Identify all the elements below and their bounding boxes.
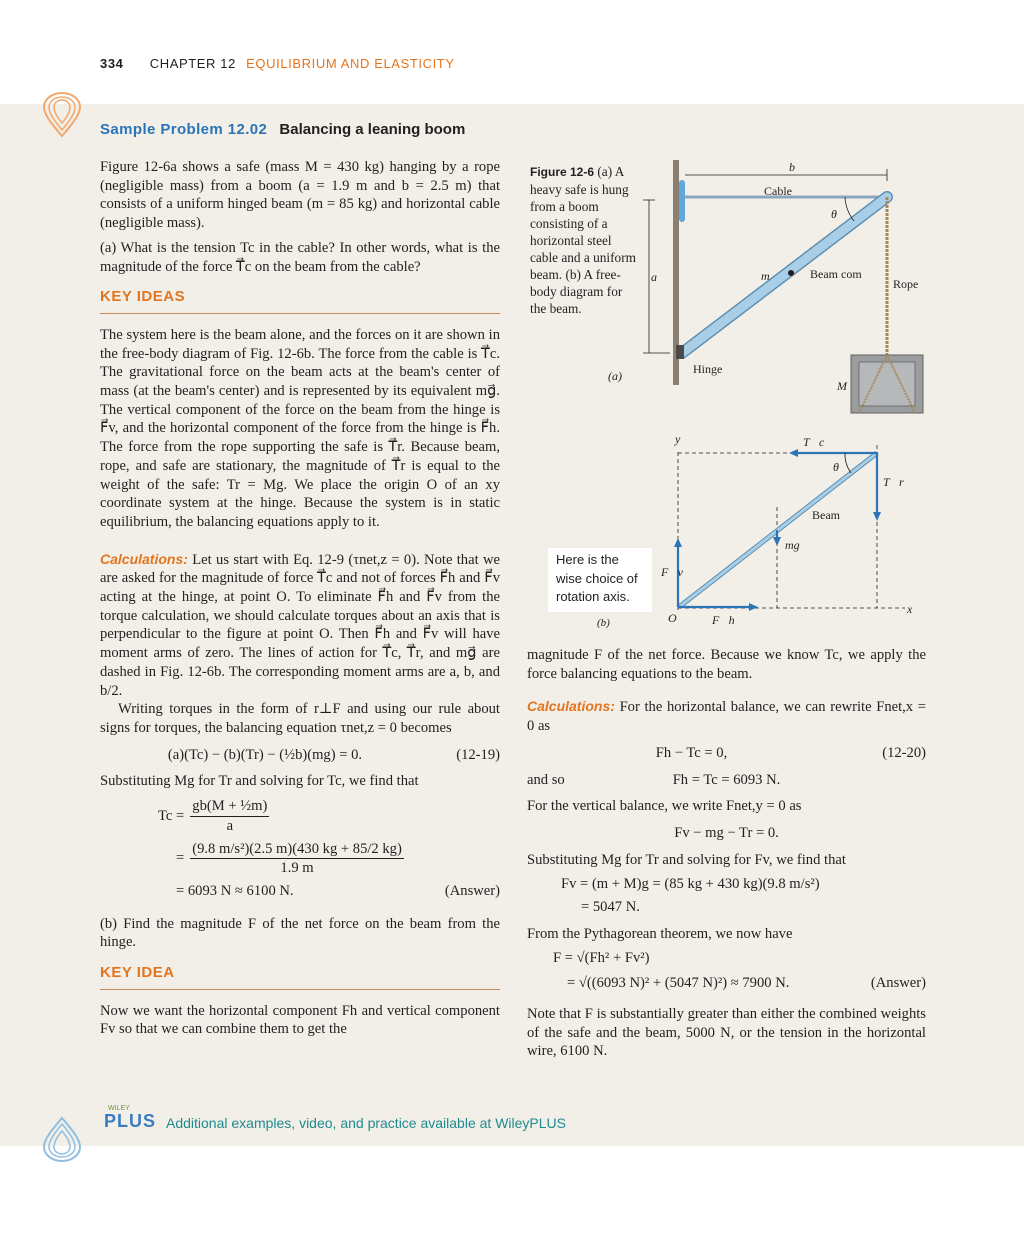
fh-arrowhead bbox=[749, 603, 758, 611]
safe-door bbox=[859, 362, 915, 406]
equals-sign: = bbox=[176, 850, 185, 867]
tc-fraction-2 bbox=[190, 840, 404, 878]
label-theta-a: θ bbox=[831, 207, 837, 221]
label-fh: F⃗h bbox=[712, 613, 735, 627]
key-ideas-heading: KEY IDEAS bbox=[100, 288, 500, 314]
f-result: = √((6093 N)² + (5047 N)²) ≈ 7900 N. bbox=[567, 975, 790, 992]
calculations-text: Let us start with Eq. 12-9 (τnet,z = 0). Note that we are asked for the magnitude of force T⃗c and not of forces F⃗h and F⃗v acting at the hinge, at point O. To eliminate F⃗h and F⃗v from the torque calculation, we should calculate torques about an axis that is perpendicular to the figure at point O. Then F⃗h and F⃗v will have moment arms of zero. The lines of action for T⃗c, T⃗r, and mg⃗ are dashed in Fig. 12-6b. The corresponding moment arms are a, b, and b/2. bbox=[100, 551, 500, 699]
label-b: b bbox=[789, 160, 795, 174]
answer-label-b: (Answer) bbox=[870, 975, 926, 992]
tc-numerator-2: (9.8 m/s²)(2.5 m)(430 kg + 85/2 kg) bbox=[190, 840, 404, 860]
label-cable: Cable bbox=[764, 184, 792, 198]
wileyplus-logo bbox=[100, 1105, 160, 1135]
hinge bbox=[676, 345, 684, 359]
equation-12-20-number: (12-20) bbox=[882, 744, 926, 761]
fv-result: = 5047 N. bbox=[581, 899, 640, 916]
fh-result-line bbox=[527, 771, 926, 790]
calculations-paragraph bbox=[100, 550, 500, 701]
label-panel-b: (b) bbox=[597, 617, 610, 629]
drop-icon bbox=[42, 92, 82, 138]
label-rope: Rope bbox=[893, 277, 919, 291]
beam-com-dot bbox=[788, 270, 794, 276]
pythagorean-text: From the Pythagorean theorem, we now have bbox=[527, 925, 793, 942]
vertical-balance-text: For the vertical balance, we write Fnet,y = 0 as bbox=[527, 798, 802, 815]
footer-text: Additional examples, video, and practice available at WileyPLUS bbox=[166, 1115, 566, 1131]
theta-arc-b bbox=[845, 453, 851, 473]
right-calculations-label: Calculations: bbox=[527, 698, 615, 715]
f-equation: F = √(Fh² + Fv²) bbox=[553, 950, 650, 967]
intro-paragraph: Figure 12-6a shows a safe (mass M = 430 kg) hanging by a rope (negligible mass) from a boom (a = 1.9 m and b = 2.5 m) that consists of a uniform hinged beam (m = 85 kg) and horizontal cable (negligible mass). bbox=[100, 159, 500, 232]
rotation-axis-note: Here is the wise choice of rotation axis. bbox=[548, 548, 652, 612]
label-safe-M: M bbox=[837, 379, 847, 393]
plus-logo-text: PLUS bbox=[104, 1111, 157, 1131]
label-panel-a: (a) bbox=[608, 369, 622, 383]
closing-note: Note that F is substantially greater than either the combined weights of the safe and the beam, 5000 N, or the tension in the horizontal wire, 6100 N. bbox=[527, 1005, 926, 1060]
label-beam-com: Beam com bbox=[810, 267, 862, 281]
right-calculations bbox=[527, 697, 926, 735]
equation-12-19-number: (12-19) bbox=[456, 746, 500, 763]
vertical-balance-equation bbox=[527, 824, 926, 843]
footer bbox=[100, 1100, 566, 1140]
chapter-number: CHAPTER 12 bbox=[149, 56, 236, 71]
fv-equation: Fv = (m + M)g = (85 kg + 430 kg)(9.8 m/s²) bbox=[561, 876, 820, 893]
figure-caption-text: (a) A heavy safe is hung from a boom consisting of a horizontal steel cable and a uniform beam. (b) A free-body diagram for the beam. bbox=[530, 164, 636, 316]
page-header bbox=[100, 56, 455, 74]
drop-icon-bottom bbox=[42, 1116, 82, 1162]
sample-problem-label: Sample Problem 12.02 bbox=[100, 121, 268, 138]
and-so-text: and so bbox=[527, 771, 565, 788]
vertical-equation-body: Fv − mg − Tr = 0. bbox=[674, 824, 779, 841]
label-fv: F⃗v bbox=[661, 565, 683, 579]
sample-problem-name: Balancing a leaning boom bbox=[279, 121, 466, 138]
label-beam: Beam bbox=[812, 508, 840, 522]
calculations-label: Calculations: bbox=[100, 550, 188, 567]
fv-arrowhead bbox=[674, 538, 682, 547]
tc-lhs: Tc = bbox=[158, 807, 185, 824]
equation-12-19-body: (a)(Tc) − (b)(Tr) − (½b)(mg) = 0. bbox=[167, 746, 363, 763]
left-column bbox=[100, 158, 500, 1045]
fh-result: Fh = Tc = 6093 N. bbox=[672, 771, 781, 788]
key-ideas-paragraph: The system here is the beam alone, and the forces on it are shown in the free-body diagram of Fig. 12-6b. The force from the cable is T⃗c. The gravitational force on the beam acts at the beam's center of mass (at the beam's center) and is represented by its equivalent mg⃗. The vertical component of the force on the beam from the hinge is F⃗v, and the horizontal component of the force from the hinge is F⃗h. The force from the rope supporting the safe is T⃗r. Because beam, rope, and safe are stationary, the magnitude of T⃗r is equal to the weight of the safe: Tr = Mg. We place the origin O of an xy coordinate system at the hinge. Because the system is in static equilibrium, the balancing equations apply to it. bbox=[100, 326, 500, 530]
label-tc: T⃗c bbox=[803, 435, 825, 449]
sample-problem-title bbox=[100, 121, 465, 138]
right-intro: magnitude F of the net force. Because we know Tc, we apply the force balancing equations to the beam. bbox=[527, 647, 926, 682]
label-m: m bbox=[761, 269, 770, 283]
part-b-question: (b) Find the magnitude F of the net force on the beam from the hinge. bbox=[100, 915, 500, 951]
label-theta-b: θ bbox=[833, 460, 839, 474]
figure-label: Figure 12-6 bbox=[530, 165, 595, 179]
substitution-text: Substituting Mg for Tr and solving for Tc, we find that bbox=[100, 773, 419, 790]
chapter-title: EQUILIBRIUM AND ELASTICITY bbox=[246, 56, 455, 71]
f-result-line bbox=[567, 974, 926, 993]
torque-paragraph: Writing torques in the form of r⊥F and using our rule about signs for torques, the balancing equation τnet,z = 0 becomes bbox=[100, 701, 500, 736]
tc-result: = 6093 N ≈ 6100 N. bbox=[176, 882, 294, 899]
tc-numerator-1: gb(M + ½m) bbox=[190, 797, 269, 817]
key-idea-paragraph: Now we want the horizontal component Fh and vertical component Fv so that we can combine them to get the bbox=[100, 1002, 500, 1038]
wiley-logo-text: WILEY bbox=[108, 1105, 130, 1112]
label-y: y bbox=[675, 432, 681, 446]
label-tr: T⃗r bbox=[883, 475, 904, 489]
fv-substitution-text: Substituting Mg for Tr and solving for Fv, we find that bbox=[527, 851, 846, 868]
key-idea-heading: KEY IDEA bbox=[100, 964, 500, 990]
mg-arrowhead bbox=[773, 537, 781, 546]
cable-mount bbox=[679, 180, 685, 222]
right-calculations-text: For the horizontal balance, we can rewrite Fnet,x = 0 as bbox=[527, 699, 926, 735]
page-number: 334 bbox=[100, 56, 124, 71]
equation-12-20-body: Fh − Tc = 0, bbox=[655, 744, 728, 761]
tc-denominator-1: a bbox=[226, 817, 234, 834]
label-mg: mg⃗ bbox=[785, 538, 809, 552]
equation-12-20 bbox=[527, 744, 926, 763]
label-origin: O bbox=[668, 611, 677, 625]
equation-12-19 bbox=[100, 746, 500, 765]
label-x: x bbox=[907, 602, 913, 616]
answer-label-a: (Answer) bbox=[444, 882, 500, 899]
tc-derivation bbox=[158, 797, 500, 901]
label-hinge: Hinge bbox=[693, 362, 723, 376]
label-a: a bbox=[651, 270, 657, 284]
tr-arrowhead bbox=[873, 512, 881, 521]
tc-fraction-1 bbox=[190, 797, 269, 835]
tc-arrowhead bbox=[789, 449, 798, 457]
tc-denominator-2: 1.9 m bbox=[280, 860, 314, 877]
right-column bbox=[527, 646, 926, 1067]
part-a-question: (a) What is the tension Tc in the cable? In other words, what is the magnitude of the force T⃗c on the beam from the cable? bbox=[100, 239, 500, 275]
